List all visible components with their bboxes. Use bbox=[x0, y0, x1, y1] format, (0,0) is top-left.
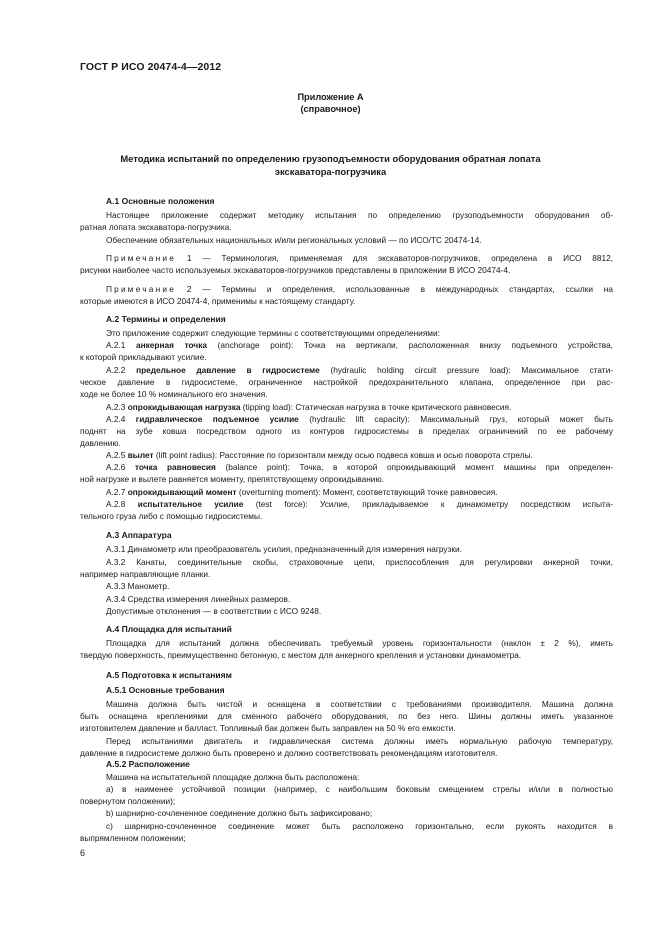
term-line: А.2.7 опрокидывающий момент (overturning moment): Момент, соответствующий точке равновесия. bbox=[106, 487, 498, 497]
document-title-line2: экскаватора-погрузчика bbox=[274, 166, 387, 177]
term-name: гидравлическое подъемное усилие bbox=[135, 414, 299, 424]
a5-line: изготовителем давление и балласт. Топливный бак должен быть заправлен на 50 % его емкости. bbox=[80, 723, 456, 733]
a3-line: А.3.2 Канаты, соединительные скобы, страховочные цепи, приспособления для регулировки анкерной точки, bbox=[106, 557, 613, 567]
list-item: b) шарнирно-сочлененное соединение должно быть зафиксировано; bbox=[106, 808, 373, 818]
a3-line: А.3.1 Динамометр или преобразователь усилия, предназначенный для измерения нагрузки. bbox=[106, 544, 462, 554]
term-name: опрокидывающая нагрузка bbox=[127, 402, 241, 412]
note-1-line: рисунки наиболее часто используемых экскаваторов-погрузчиков представлены в приложении В ИСО 20474-4. bbox=[80, 265, 511, 275]
term-line: тельного груза либо с помощью гидросистемы. bbox=[80, 511, 263, 521]
section-a3-heading: А.3 Аппаратура bbox=[106, 530, 172, 540]
term-line: А.2.1 анкерная точка (anchorage point): Точка на вертикали, расположенная внизу подъемного устройства, bbox=[106, 340, 613, 350]
list-item: выпрямленном положении; bbox=[80, 833, 186, 843]
note-2-line: Примечание 2 — Термины и определения, использованные в международных стандартах, ссылки на bbox=[106, 284, 613, 294]
a5-line: Перед испытаниями двигатель и гидравлическая система должны иметь нормальную рабочую температуру, bbox=[106, 736, 613, 746]
a1-paragraph-line: Обеспечение обязательных национальных и/или региональных условий — по ИСО/ТС 20474-14. bbox=[106, 235, 482, 245]
a4-line: Площадка для испытаний должна обеспечивать требуемый уровень горизонтальности (наклон ± 2 %), иметь bbox=[106, 638, 613, 648]
term-line: ходе не более 10 % номинального его значения. bbox=[80, 389, 268, 399]
section-a5-heading: А.5 Подготовка к испытаниям bbox=[106, 670, 232, 680]
subsection-a51-heading: А.5.1 Основные требования bbox=[106, 685, 225, 695]
term-line: А.2.6 точка равновесия (balance point): Точка, в которой опрокидывающий момент машины при определен- bbox=[106, 462, 613, 472]
term-name: анкерная точка bbox=[136, 340, 207, 350]
list-item: а) в наименее устойчивой позиции (например, с наибольшим боковым смещением стрелы и/или в полностью bbox=[106, 784, 613, 794]
a3-line: например направляющие планки. bbox=[80, 569, 211, 579]
term-line: ческое давление в гидросистеме, ограниченное настройкой предохранительного клапана, определенное при рас- bbox=[80, 377, 613, 387]
list-item: с) шарнирно-сочлененное соединение может быть расположено горизонтально, если рукоять находится в bbox=[106, 821, 613, 831]
section-a1-heading: А.1 Основные положения bbox=[106, 196, 215, 206]
note-label: Примечание bbox=[106, 253, 177, 263]
a5-line: быть оснащена креплениями для сменного рабочего оборудования, по без него. Шины должны иметь указанное bbox=[80, 711, 613, 721]
term-name: испытательное усилие bbox=[137, 499, 244, 509]
term-line: А.2.5 вылет (lift point radius): Расстояние по горизонтали между осью подвеса ковша и осью поворота стрелы. bbox=[106, 450, 533, 460]
term-line: ной нагрузке и вылете равняется моменту, препятствующему опрокидыванию. bbox=[80, 474, 384, 484]
term-line: А.2.8 испытательное усилие (test force): Усилие, прикладываемое к динамометру посредством испыта- bbox=[106, 499, 613, 509]
a1-paragraph-line: ратная лопата экскаватора-погрузчика. bbox=[80, 222, 232, 232]
a3-line: А.3.3 Манометр. bbox=[106, 581, 170, 591]
a3-line: А.3.4 Средства измерения линейных размеров. bbox=[106, 594, 291, 604]
term-name: опрокидывающий момент bbox=[127, 487, 237, 497]
term-name: точка равновесия bbox=[134, 462, 216, 472]
a5-line: давление в гидросистеме должно быть проверено и должно соответствовать рекомендациям изготовителя. bbox=[80, 748, 498, 758]
term-name: вылет bbox=[127, 450, 154, 460]
term-line: поднят на зубе ковша посредством одного из контуров гидросистемы в пределах ограничений по ее рабочему bbox=[80, 426, 613, 436]
note-label: Примечание bbox=[106, 284, 177, 294]
note-1-line: Примечание 1 — Терминология, применяемая для экскаваторов-погрузчиков, определена в ИСО 8812, bbox=[106, 253, 613, 263]
term-line: А.2.2 предельное давление в гидросистеме (hydraulic holding circuit pressure load): Максимальное стати- bbox=[106, 365, 614, 375]
a5-line: Машина на испытательной площадке должна быть расположена: bbox=[106, 772, 360, 782]
term-line: А.2.3 опрокидывающая нагрузка (tipping load): Статическая нагрузка в точке критического равновесия. bbox=[106, 402, 512, 412]
a4-line: твердую поверхность, преимущественно бетонную, с местом для анкерного крепления и установки динамометра. bbox=[80, 650, 522, 660]
list-item: повернутом положении); bbox=[80, 796, 176, 806]
section-a4-heading: А.4 Площадка для испытаний bbox=[106, 624, 232, 634]
a5-line: Машина должна быть чистой и оснащена в соответствии с требованиями производителя. Машина должна bbox=[106, 699, 613, 709]
term-line: А.2.4 гидравлическое подъемное усилие (hydraulic lift capacity): Максимальный груз, который может быть bbox=[106, 414, 613, 424]
annex-title: Приложение А bbox=[297, 92, 364, 102]
document-title-line1: Методика испытаний по определению грузоподъемности оборудования обратная лопата bbox=[120, 153, 541, 164]
page-number: 6 bbox=[80, 848, 86, 858]
term-name: предельное давление в гидросистеме bbox=[136, 365, 320, 375]
document-id-header: ГОСТ Р ИСО 20474-4—2012 bbox=[80, 61, 222, 73]
a3-line: Допустимые отклонения — в соответствии с ИСО 9248. bbox=[106, 606, 322, 616]
subsection-a52-heading: А.5.2 Расположение bbox=[106, 759, 190, 769]
a2-intro: Это приложение содержит следующие термины с соответствующими определениями: bbox=[106, 328, 440, 338]
section-a2-heading: А.2 Термины и определения bbox=[106, 314, 226, 324]
annex-kind: (справочное) bbox=[300, 104, 361, 114]
term-line: к которой прикладывают усилие. bbox=[80, 352, 207, 362]
note-2-line: которые имеются в ИСО 20474-4, применимы к настоящему стандарту. bbox=[80, 296, 356, 306]
term-line: давлению. bbox=[80, 438, 121, 448]
a1-paragraph-line: Настоящее приложение содержит методику испытания по определению грузоподъемности оборудования об- bbox=[106, 210, 613, 220]
